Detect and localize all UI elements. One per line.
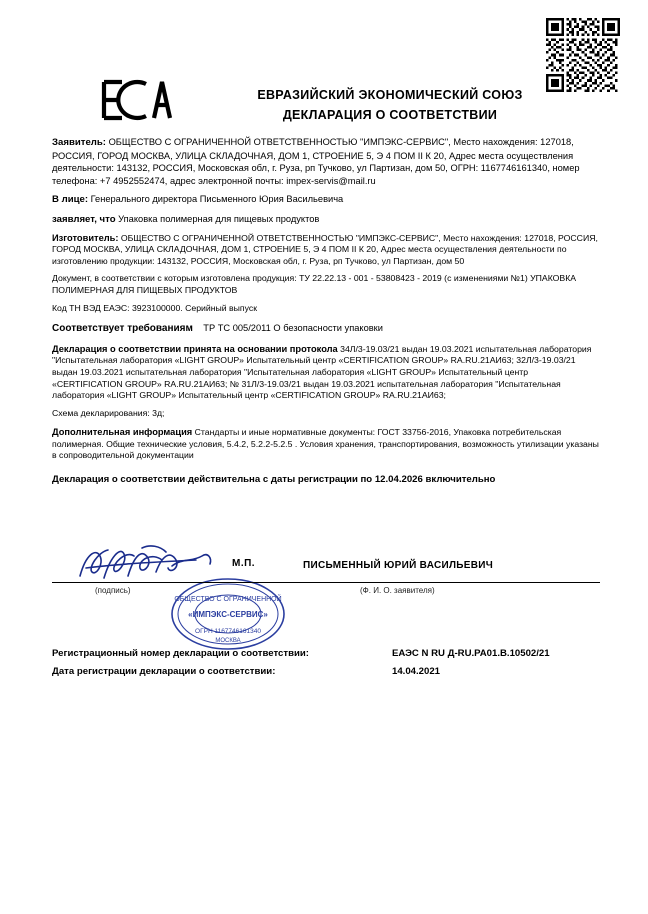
svg-text:МОСКВА: МОСКВА bbox=[215, 638, 241, 644]
protocol-text: 34Л/3-19.03/21 выдан 19.03.2021 испытательная лаборатория "Испытательная лаборатория «LIGHT GROUP» Испытательный центр «CERTIFICATION GROUP» RA.RU.21АИ63; 32Л/3-19.03/21 выдан 19.03.2021 испытательная лаборатория "Испытательная лаборатория «LIGHT GROUP» Испытательный центр «CERTIFICATION GROUP» RA.RU.21АИ63; № 31Л/3-19.03/21 выдан 19.03.2021 испытательная лаборатория "Испытательная лаборатория «LIGHT GROUP» Испытательный центр «CERTIFICATION GROUP» RA.RU.21АИ63; bbox=[52, 343, 592, 401]
product-doc-line: Документ, в соответствии с которым изготовлена продукция: ТУ 22.22.13 - 001 - 53808423 - 2019 (с изменениями №1) УПАКОВКА ПОЛИМЕРНАЯ ДЛЯ ПИЩЕВЫХ ПРОДУКТОВ bbox=[52, 273, 577, 295]
svg-text:ОГРН 1167746161340: ОГРН 1167746161340 bbox=[195, 628, 261, 635]
declares-block bbox=[52, 213, 600, 227]
registration-number-value: ЕАЭС N RU Д-RU.РА01.В.10502/21 bbox=[392, 648, 550, 659]
represented-by-block bbox=[52, 193, 600, 207]
product-tnved-line: Код ТН ВЭД ЕАЭС: 3923100000. Серийный выпуск bbox=[52, 302, 258, 313]
stamp-company-name: «ИМПЭКС-СЕРВИС» bbox=[188, 610, 268, 619]
applicant-label: Заявитель: bbox=[52, 137, 106, 148]
manufacturer-block bbox=[52, 233, 600, 268]
manufacturer-text: ОБЩЕСТВО С ОГРАНИЧЕННОЙ ОТВЕТСТВЕННОСТЬЮ "ИМПЭКС-СЕРВИС", Место нахождения: 127018, РОССИЯ, ГОРОД МОСКВА, УЛИЦА СКЛАДОЧНАЯ, ДОМ 1, СТРОЕНИЕ 5, Э 4 ПОМ II К 20, Адрес места осуществления деятельности по изготовлению продукции: 143132, РОССИЯ, Московская обл, г. Руза, рп Тучково, ул Партизан, дом 50 bbox=[52, 232, 598, 266]
manufacturer-label: Изготовитель: bbox=[52, 232, 119, 243]
registration-date-label: Дата регистрации декларации о соответствии: bbox=[52, 666, 276, 677]
fio-caption: (Ф. И. О. заявителя) bbox=[360, 586, 435, 595]
registration-block bbox=[52, 648, 612, 684]
protocol-label: Декларация о соответствии принята на основании протокола bbox=[52, 343, 338, 354]
represented-by-label: В лице: bbox=[52, 194, 89, 206]
company-stamp bbox=[168, 576, 288, 652]
signer-name: ПИСЬМЕННЫЙ ЮРИЙ ВАСИЛЬЕВИЧ bbox=[303, 560, 494, 571]
conformity-label: Соответствует требованиям bbox=[52, 323, 193, 335]
additional-info-text: Стандарты и иные нормативные документы: ГОСТ 33756-2016, Упаковка потребительская полимерная. Общие технические условия, 5.4.2, 5.2.2-5.2.5 . Условия хранения, транспортирования, возможность утилизации указаны в сопроводительной документации bbox=[52, 427, 599, 461]
title-line-2: ДЕКЛАРАЦИЯ О СООТВЕТСТВИИ bbox=[282, 108, 498, 122]
conformity-block bbox=[52, 322, 600, 336]
signature-caption: (подпись) bbox=[95, 586, 131, 595]
registration-date-row bbox=[52, 666, 612, 677]
registration-number-row bbox=[52, 648, 612, 659]
applicant-block bbox=[52, 136, 600, 187]
represented-by-text: Генерального директора Письменного Юрия Васильевича bbox=[90, 194, 344, 205]
registration-date-value: 14.04.2021 bbox=[392, 666, 441, 677]
additional-info-block bbox=[52, 427, 600, 462]
declares-text: Упаковка полимерная для пищевых продуктов bbox=[118, 213, 320, 224]
declares-label: заявляет, что bbox=[52, 213, 116, 225]
svg-text:ОБЩЕСТВО С ОГРАНИЧЕННОЙ: ОБЩЕСТВО С ОГРАНИЧЕННОЙ bbox=[174, 596, 282, 603]
document-body bbox=[52, 136, 600, 485]
signature-line bbox=[52, 582, 600, 583]
mp-label: М.П. bbox=[232, 558, 256, 569]
validity-text: Декларация о соответствии действительна с даты регистрации по 12.04.2026 включительно bbox=[52, 474, 496, 486]
eac-mark-icon bbox=[96, 78, 174, 122]
document-title-block bbox=[190, 88, 590, 122]
qr-code bbox=[546, 18, 620, 92]
title-line-1: ЕВРАЗИЙСКИЙ ЭКОНОМИЧЕСКИЙ СОЮЗ bbox=[257, 88, 523, 102]
protocol-scheme: Схема декларирования: 3д; bbox=[52, 407, 165, 418]
protocol-block bbox=[52, 344, 600, 402]
additional-info-label: Дополнительная информация bbox=[52, 427, 193, 438]
applicant-text: ОБЩЕСТВО С ОГРАНИЧЕННОЙ ОТВЕТСТВЕННОСТЬЮ "ИМПЭКС-СЕРВИС", Место нахождения: 127018, РОССИЯ, ГОРОД МОСКВА, УЛИЦА СКЛАДОЧНАЯ, ДОМ 1, СТРОЕНИЕ 5, Э 4 ПОМ II К 20, Адрес места осуществления деятельности: 143132, РОССИЯ, Московская обл, г. Руза, рп Тучково, ул Партизан, дом 50, ОГРН: 1167746161340, номер телефона: +7 4952552474, адрес электронной почты: impex-servis@mail.ru bbox=[52, 137, 580, 186]
conformity-text: ТР ТС 005/2011 О безопасности упаковки bbox=[203, 323, 383, 334]
registration-number-label: Регистрационный номер декларации о соответствии: bbox=[52, 648, 309, 659]
